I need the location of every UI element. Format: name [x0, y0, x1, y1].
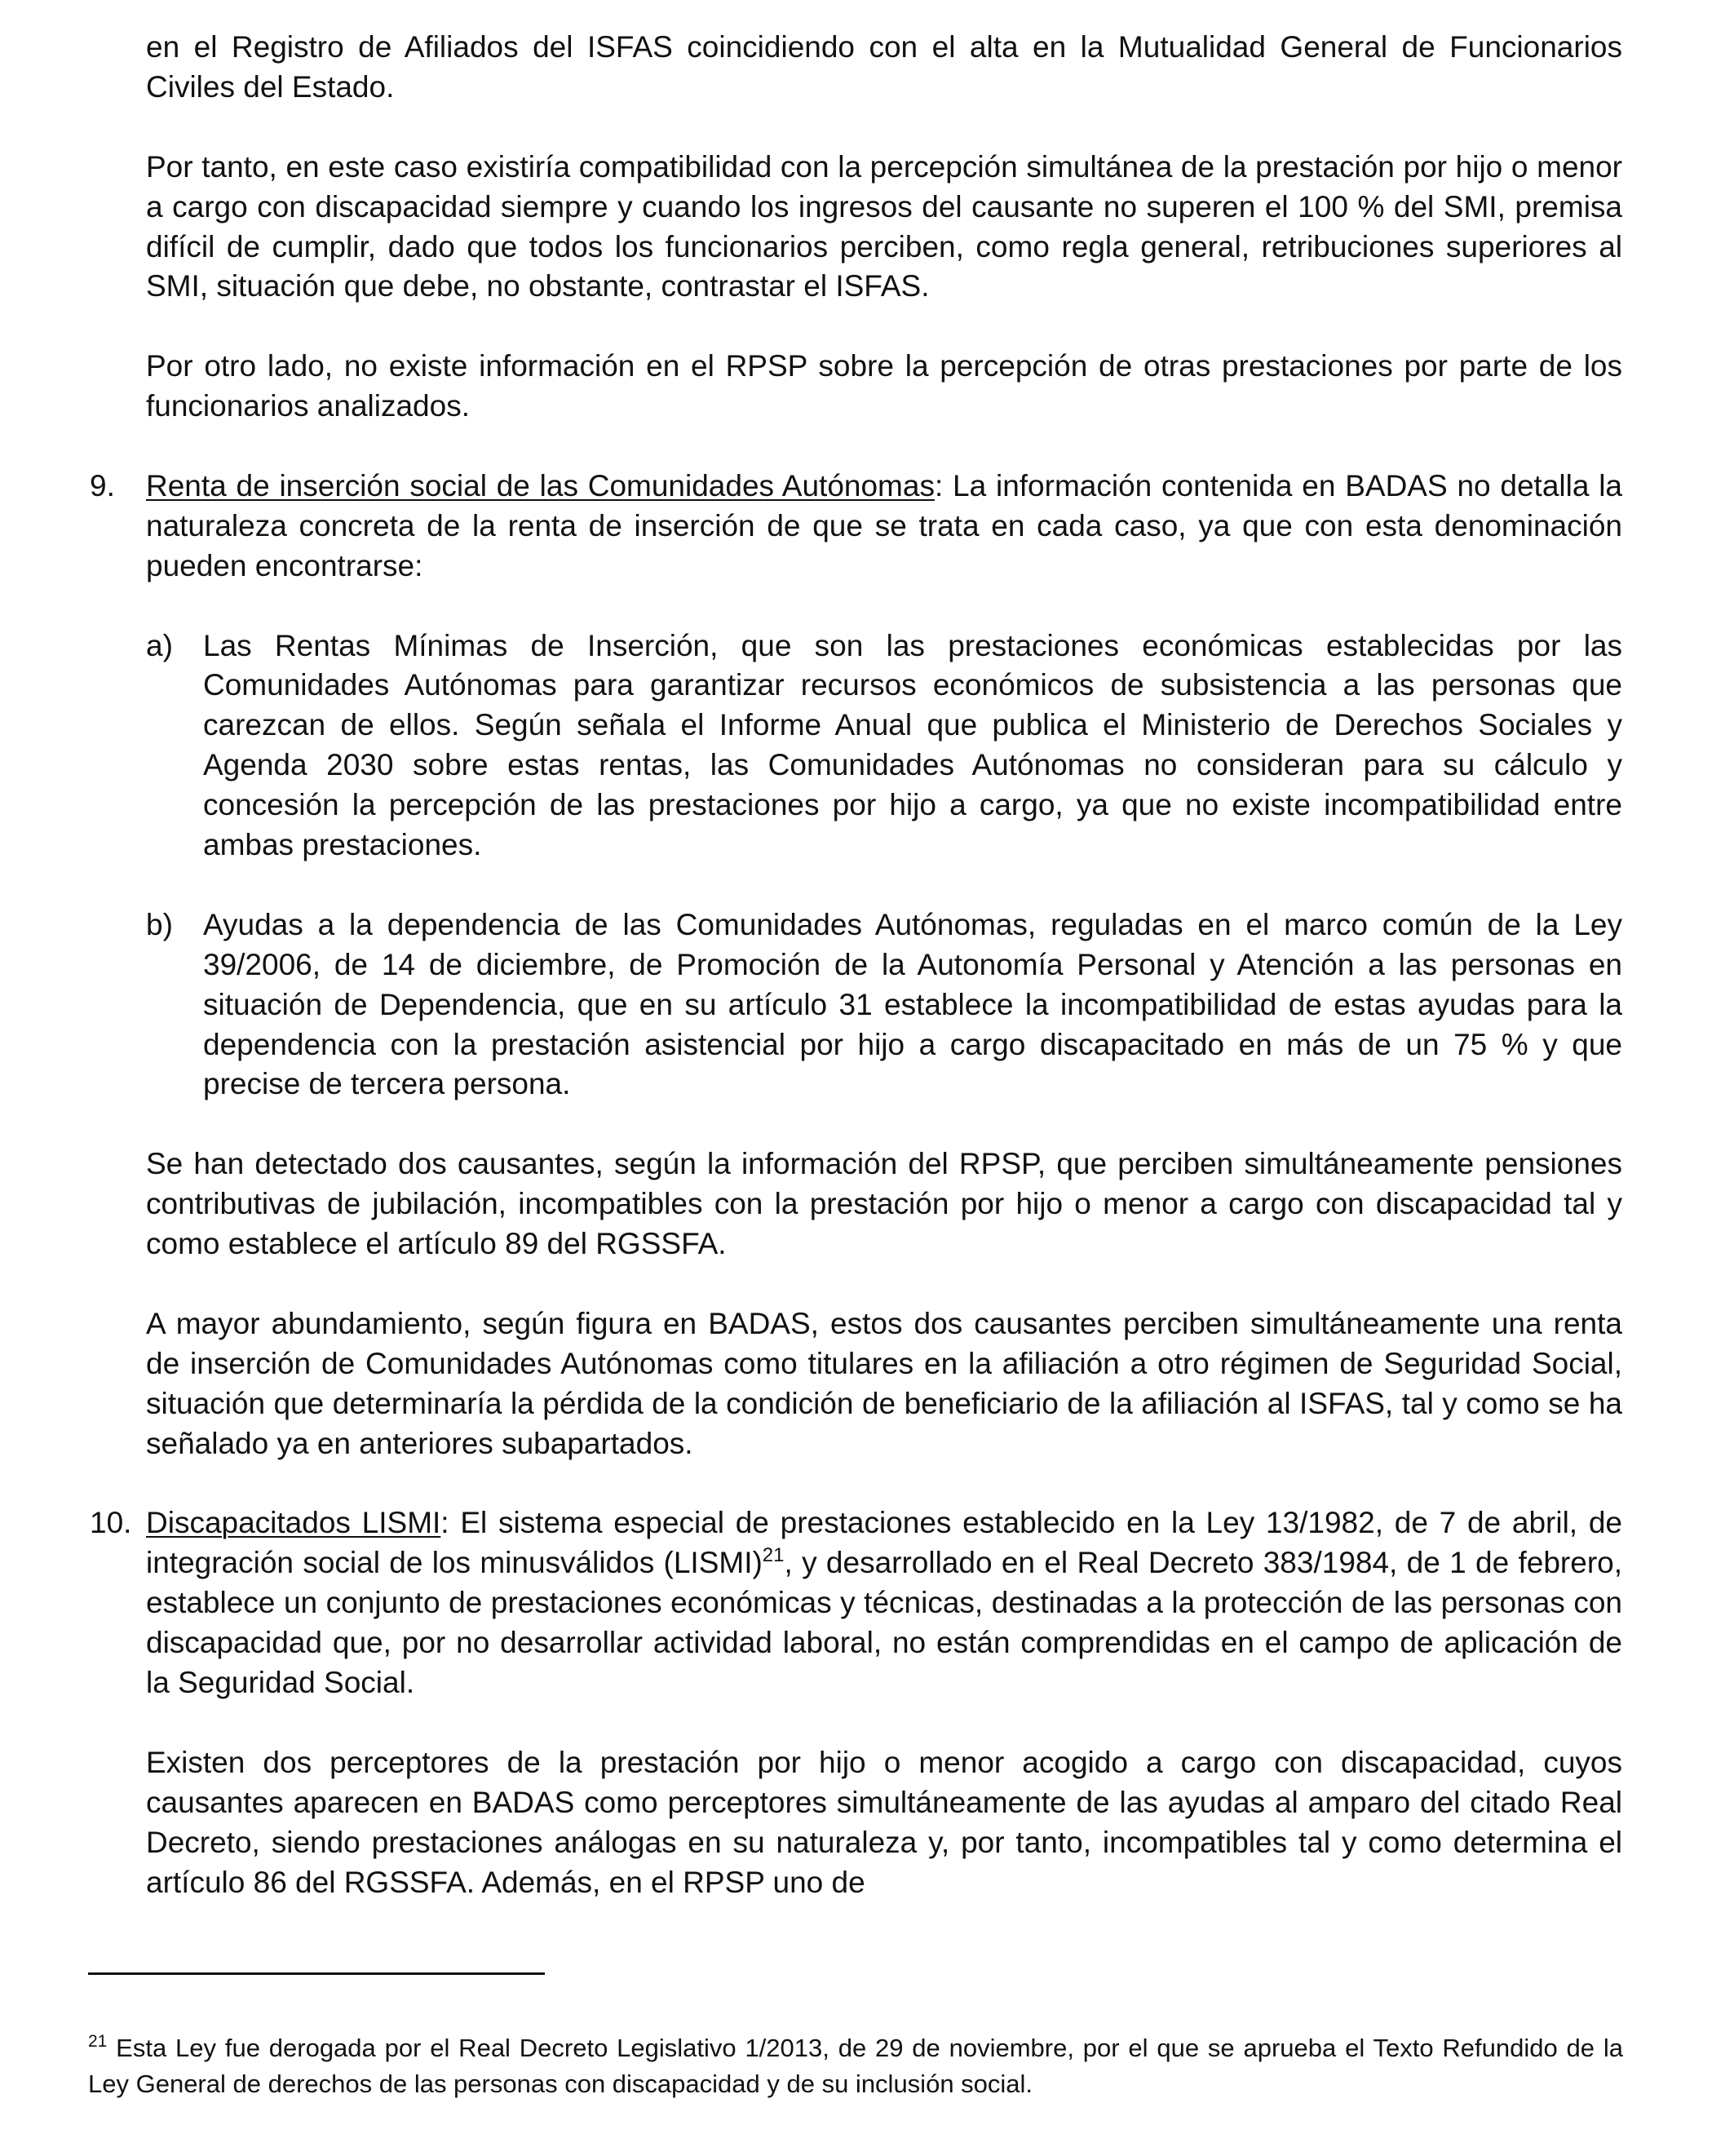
sub-item-a	[146, 626, 1622, 865]
sub-item-b	[146, 905, 1622, 1105]
sub-item-text: Ayudas a la dependencia de las Comunidades Autónomas, reguladas en el marco común de la Ley 39/2006, de 14 de diciembre, de Promoción de la Autonomía Personal y Atención a las personas en situación de Dependencia, que en su artículo 31 establece la incompatibilidad de estas ayudas para la dependencia con la prestación asistencial por hijo a cargo discapacitado en más de un 75 % y que precise de tercera persona.	[203, 907, 1622, 1101]
paragraph-compatibilidad: Por tanto, en este caso existiría compatibilidad con la percepción simultánea de la prestación por hijo o menor a cargo con discapacidad siempre y cuando los ingresos del causante no superen el 100 % del SMI, premisa difícil de cumplir, dado que todos los funcionarios perciben, como regla general, retribuciones superiores al SMI, situación que debe, no obstante, contrastar el ISFAS.	[146, 149, 1622, 303]
footnote-number: 21	[88, 2032, 108, 2051]
paragraph-se-han: Se han detectado dos causantes, según la información del RPSP, que perciben simultáneamente pensiones contributivas de jubilación, incompatibles con la prestación por hijo o menor a cargo con discapacidad tal y como establece el artículo 89 del RGSSFA.	[146, 1147, 1622, 1261]
paragraph-existen: Existen dos perceptores de la prestación por hijo o menor acogido a cargo con discapacidad, cuyos causantes aparecen en BADAS como perceptores simultáneamente de las ayudas al amparo del citado Real Decreto, siendo prestaciones análogas en su naturaleza y, por tanto, incompatibles tal y como determina el artículo 86 del RGSSFA. Además, en el RPSP uno de	[146, 1745, 1622, 1899]
item-text: : La información contenida en BADAS no detalla la naturaleza concreta de la renta de inserción de que se trata en cada caso, ya que con esta denominación pueden encontrarse:	[146, 468, 1622, 582]
document-page	[0, 28, 1734, 1942]
paragraph-otro-lado: Por otro lado, no existe información en el RPSP sobre la percepción de otras prestaciones por parte de los funcionarios analizados.	[146, 349, 1622, 423]
footnote-separator	[88, 1972, 545, 1975]
item-title: Renta de inserción social de las Comunidades Autónomas	[146, 468, 935, 502]
item-title: Discapacitados LISMI	[146, 1506, 441, 1540]
paragraph-a-mayor: A mayor abundamiento, según figura en BADAS, estos dos causantes perciben simultáneamente una renta de inserción de Comunidades Autónomas como titulares en la afiliación a otro régimen de Seguridad Social, situación que determinaría la pérdida de la condición de beneficiario de la afiliación al ISFAS, tal y como se ha señalado ya en anteriores subapartados.	[146, 1306, 1622, 1460]
sub-item-text: Las Rentas Mínimas de Inserción, que son las prestaciones económicas establecidas por las Comunidades Autónomas para garantizar recursos económicos de subsistencia a las personas que carezcan de ellos. Según señala el Informe Anual que publica el Ministerio de Derechos Sociales y Agenda 2030 sobre estas rentas, las Comunidades Autónomas no consideran para su cálculo y concesión la percepción de las prestaciones por hijo a cargo, ya que no existe incompatibilidad entre ambas prestaciones.	[203, 628, 1622, 862]
list-item-10	[90, 1503, 1622, 1703]
sub-item-label: a)	[146, 628, 173, 662]
paragraph-registro: en el Registro de Afiliados del ISFAS coincidiendo con el alta en la Mutualidad General de Funcionarios Civiles del Estado.	[146, 30, 1622, 104]
item-text-continued: , y desarrollado en el Real Decreto 383/1984, de 1 de febrero, establece un conjunto de prestaciones económicas y técnicas, destinadas a la protección de las personas con discapacidad que, por no desarrollar actividad laboral, no están comprendidas en el campo de aplicación de la Seguridad Social.	[146, 1546, 1622, 1700]
item-number: 9.	[90, 468, 115, 502]
list-item-9	[90, 467, 1622, 587]
sub-item-label: b)	[146, 907, 173, 941]
item-number: 10.	[90, 1506, 132, 1540]
footnote	[88, 2030, 1623, 2102]
item-text: : El sistema especial de prestaciones establecido en la Ley 13/1982, de 7 de abril, de integración social de los minusválidos (LISMI)	[146, 1506, 1622, 1580]
footnote-reference[interactable]: 21	[762, 1544, 785, 1567]
footnote-text: Esta Ley fue derogada por el Real Decreto Legislativo 1/2013, de 29 de noviembre, por el que se aprueba el Texto Refundido de la Ley General de derechos de las personas con discapacidad y de su inclusión social.	[88, 2034, 1623, 2098]
